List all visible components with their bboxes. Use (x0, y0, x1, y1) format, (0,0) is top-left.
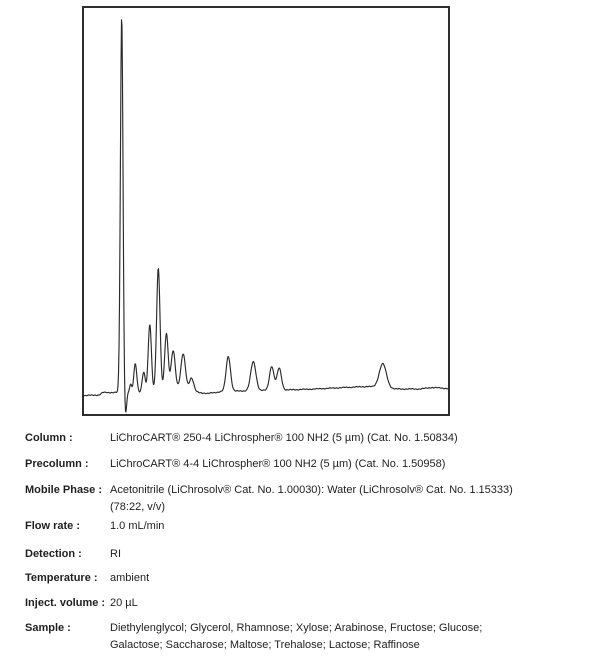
condition-value-line: 1.0 mL/min (110, 520, 165, 532)
condition-value (110, 546, 596, 563)
condition-value (110, 482, 596, 516)
condition-label: Precolumn : (25, 458, 89, 470)
condition-value-line: 20 µL (110, 597, 138, 609)
condition-value (110, 620, 596, 654)
condition-value (110, 430, 596, 447)
condition-value-line: RI (110, 548, 121, 560)
condition-value-line: Acetonitrile (LiChrosolv® Cat. No. 1.00030): Water (LiChrosolv® Cat. No. 1.15333) (110, 484, 513, 496)
condition-label: Mobile Phase : (25, 484, 103, 496)
condition-value (110, 595, 596, 612)
chromatogram-svg (84, 8, 448, 414)
condition-value-line: Diethylenglycol; Glycerol, Rhamnose; Xylose; Arabinose, Fructose; Glucose; (110, 622, 483, 634)
chromatogram-plot (82, 6, 450, 416)
chromatogram-trace (84, 20, 448, 412)
condition-value-line: LiChroCART® 4-4 LiChrospher® 100 NH2 (5 µm) (Cat. No. 1.50958) (110, 458, 446, 470)
condition-value-line: Galactose; Saccharose; Maltose; Trehalose; Lactose; Raffinose (110, 639, 420, 651)
condition-label: Flow rate : (25, 520, 81, 532)
condition-label: Inject. volume : (25, 597, 106, 609)
condition-value-line: ambient (110, 572, 150, 584)
condition-label: Sample : (25, 622, 71, 634)
condition-value-line: LiChroCART® 250-4 LiChrospher® 100 NH2 (5 µm) (Cat. No. 1.50834) (110, 432, 458, 444)
condition-value (110, 456, 596, 473)
condition-value-line: (78:22, v/v) (110, 501, 166, 513)
condition-value (110, 518, 596, 535)
condition-value (110, 570, 596, 587)
condition-label: Column : (25, 432, 73, 444)
condition-label: Detection : (25, 548, 82, 560)
condition-label: Temperature : (25, 572, 98, 584)
